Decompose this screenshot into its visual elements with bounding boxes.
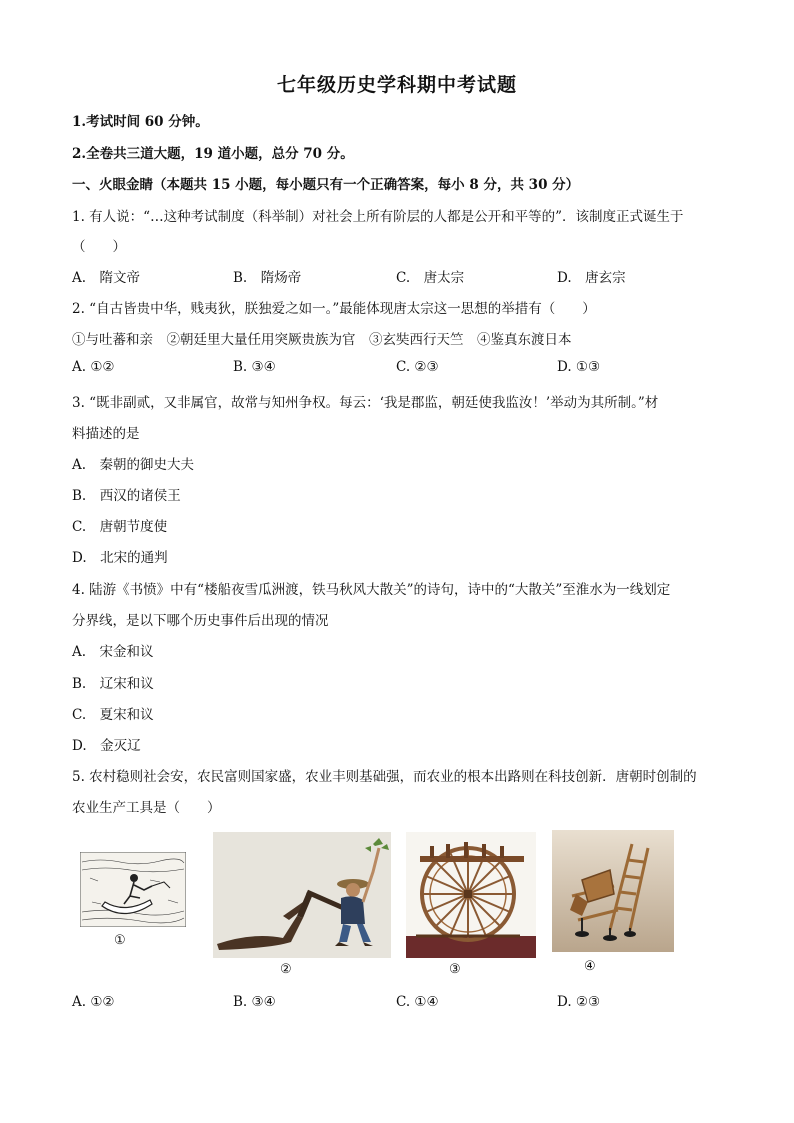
- q3-stem: 3. “既非副贰，又非属官，故常与知州争权。每云：‘我是郡监，朝廷使我监汝！’举动为其所制。”材: [72, 395, 659, 411]
- q5-stem: 5. 农村稳则社会安，农民富则国家盛，农业丰则基础强，而农业的根本出路则在科技创新．唐朝时创制的: [72, 769, 697, 785]
- q1-option-b: B. 隋炀帝: [233, 270, 302, 286]
- q2-option-b: B. ③④: [233, 359, 276, 375]
- q5-option-c: C. ①④: [396, 994, 439, 1010]
- q4-stem: 4. 陆游《书愤》中有“楼船夜雪瓜洲渡，铁马秋风大散关”的诗句，诗中的“大散关”至淮水为一线划定: [72, 582, 671, 598]
- tool-image-1-label: ①: [114, 933, 126, 948]
- q1-option-a: A. 隋文帝: [72, 270, 141, 286]
- q4-option-b: B. 辽宋和议: [72, 676, 154, 692]
- q4-option-a: A. 宋金和议: [72, 644, 154, 660]
- q4-stem-cont: 分界线，是以下哪个历史事件后出现的情况: [72, 613, 329, 629]
- section-heading: 一、火眼金睛（本题共 15 小题，每小题只有一个正确答案，每小 8 分，共 30 分）: [72, 177, 580, 193]
- q2-stem: 2. “自古皆贵中华，贱夷狄，朕独爱之如一。”最能体现唐太宗这一思想的举措有（ ）: [72, 301, 596, 317]
- q3-option-a: A. 秦朝的御史大夫: [72, 457, 195, 473]
- q1-option-c: C. 唐太宗: [396, 270, 465, 286]
- q1-option-d: D. 唐玄宗: [557, 270, 626, 286]
- q4-option-c: C. 夏宋和议: [72, 707, 154, 723]
- q2-option-c: C. ②③: [396, 359, 439, 375]
- q5-stem-cont: 农业生产工具是（ ）: [72, 800, 221, 816]
- q2-option-a: A. ①②: [72, 359, 115, 375]
- tool-image-3-label: ③: [449, 962, 461, 977]
- tool-image-2: [213, 832, 391, 958]
- tool-image-2-label: ②: [280, 962, 292, 977]
- q1-stem: 1. 有人说：“…这种考试制度（科举制）对社会上所有阶层的人都是公开和平等的”．该制度正式诞生于: [72, 209, 684, 225]
- q3-stem-cont: 料描述的是: [72, 426, 140, 442]
- q3-option-c: C. 唐朝节度使: [72, 519, 168, 535]
- q3-option-d: D. 北宋的通判: [72, 550, 168, 566]
- q3-option-b: B. 西汉的诸侯王: [72, 488, 181, 504]
- page-title: 七年级历史学科期中考试题: [276, 74, 517, 96]
- q5-option-d: D. ②③: [557, 994, 601, 1010]
- q2-option-d: D. ①③: [557, 359, 601, 375]
- q5-option-b: B. ③④: [233, 994, 276, 1010]
- note-score: 2.全卷共三道大题，19 道小题，总分 70 分。: [72, 146, 354, 162]
- q4-option-d: D. 金灭辽: [72, 738, 141, 754]
- note-time: 1.考试时间 60 分钟。: [72, 114, 209, 130]
- q5-option-a: A. ①②: [72, 994, 115, 1010]
- q2-items: ①与吐蕃和亲 ②朝廷里大量任用突厥贵族为官 ③玄奘西行天竺 ④鉴真东渡日本: [72, 332, 572, 348]
- tool-image-1: [80, 852, 186, 927]
- q1-blank: （ ）: [72, 239, 126, 255]
- tool-image-4: [552, 830, 674, 952]
- tool-image-3: [406, 832, 536, 958]
- tool-image-4-label: ④: [584, 959, 596, 974]
